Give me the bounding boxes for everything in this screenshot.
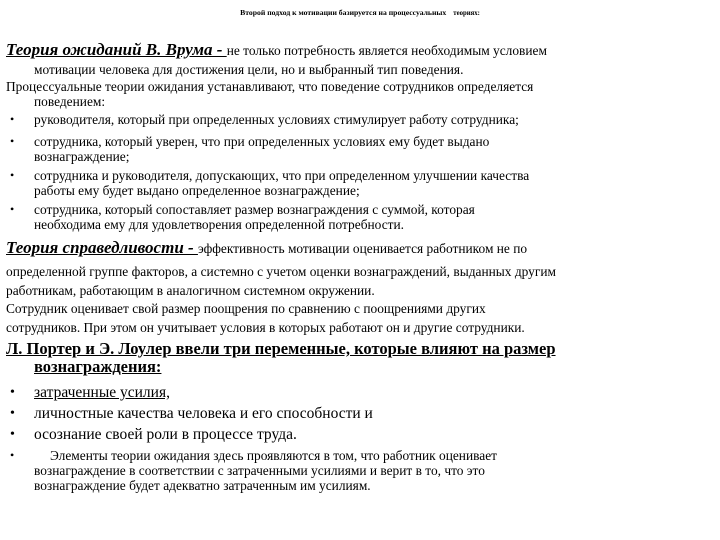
porter-final-line-3: вознаграждение будет адекватно затраченным им усилиям. [34,478,371,493]
heading-main: Второй подход к мотивации базируется на процессуальных [240,8,447,17]
vroom-bullet-4-line-1: сотрудника, который сопоставляет размер вознаграждения с суммой, которая [34,202,475,217]
slide-heading [0,8,720,17]
equity-title-line [6,240,527,256]
bullet-icon: • [10,385,15,400]
equity-line3: работникам, работающим в аналогичном системном окружении. [6,283,375,298]
bullet-icon: • [10,427,15,442]
equity-title: Теория справедливости - [6,238,198,257]
vroom-bullet-2-line-2: вознаграждение; [34,149,130,164]
vroom-line4: поведением: [34,94,106,109]
equity-line2: определенной группе факторов, а системно с учетом оценки вознаграждений, выданных другим [6,264,556,279]
bullet-icon: • [10,202,15,216]
bullet-icon: • [10,112,15,126]
vroom-bullet-4-line-2: необходима ему для удовлетворения определенной потребности. [34,217,405,232]
vroom-title-line [6,42,547,58]
bullet-icon: • [10,134,15,148]
vroom-line1: не только потребность является необходимым условием [226,43,547,58]
vroom-bullet-3-line-2: работы ему будет выдано определенное вознаграждение; [34,183,360,198]
porter-bullet-2: личностные качества человека и его способности и [34,405,373,422]
vroom-bullet-2-line-1: сотрудника, который уверен, что при определенных условиях ему будет выдано [34,134,490,149]
bullet-icon: • [10,168,15,182]
equity-line1: эффективность мотивации оценивается работником не по [197,241,528,256]
porter-bullet-3: осознание своей роли в процессе труда. [34,426,297,443]
vroom-bullet-1-line-1: руководителя, который при определенных условиях стимулирует работу сотрудника; [34,112,519,127]
equity-line4: Сотрудник оценивает свой размер поощрения по сравнению с поощрениями других [6,301,486,316]
vroom-bullet-3-line-1: сотрудника и руководителя, допускающих, что при определенном улучшении качества [34,168,530,183]
vroom-line3: Процессуальные теории ожидания устанавливают, что поведение сотрудников определяется [6,79,534,94]
bullet-icon: • [10,406,15,421]
porter-final-line-2: вознаграждение в соответствии с затраченными усилиями и верит в то, что это [34,463,485,478]
porter-title-line-1: Л. Портер и Э. Лоулер ввели три переменные, которые влияют на размер [6,339,556,358]
porter-bullet-1: затраченные усилия, [34,384,170,401]
equity-line5: сотрудников. При этом он учитывает условия в которых работают он и другие сотрудники. [6,320,525,335]
vroom-title: Теория ожиданий В. Врума - [6,40,227,59]
vroom-line2: мотивации человека для достижения цели, но и выбранный тип поведения. [34,62,464,77]
heading-tail: теориях: [453,10,480,17]
porter-final-line-1: Элементы теории ожидания здесь проявляются в том, что работник оценивает [50,448,498,463]
bullet-icon: • [10,448,15,462]
porter-title-line-2: вознаграждения: [34,357,162,376]
